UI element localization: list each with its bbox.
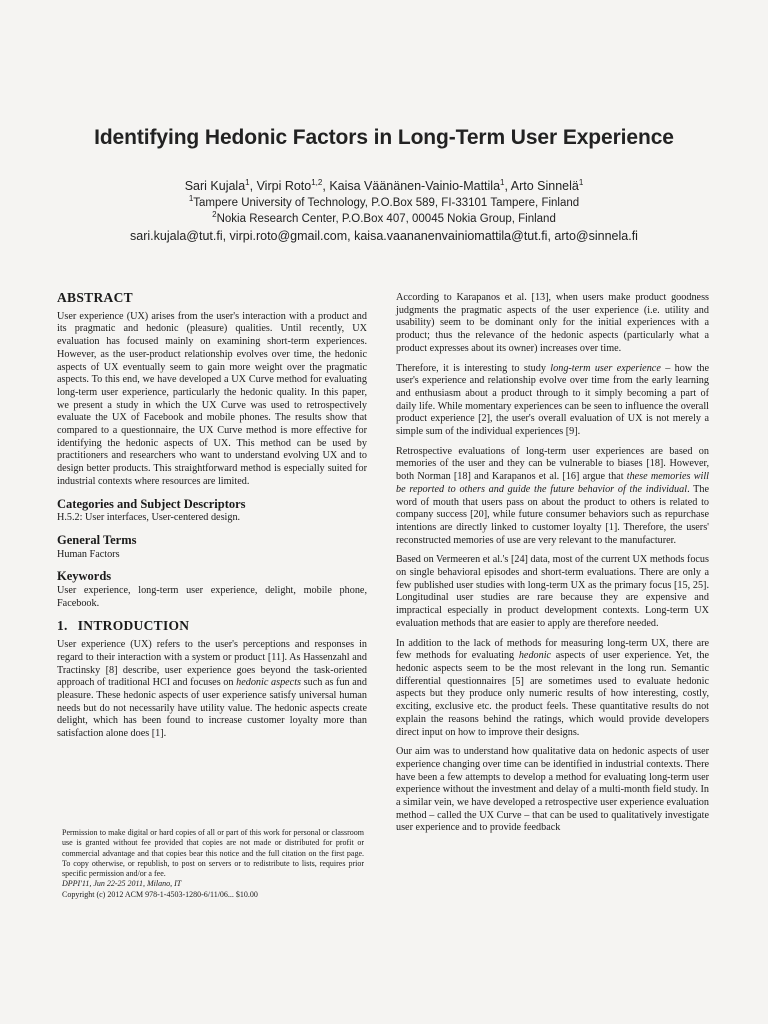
text-run: such as fun and pleasure. These hedonic aspects of user experience satisfy universal human needs but do not necessarily have utility value. The hedonic aspects create delight, which has been found to increase customer loyalty more than satisfaction alone does [1]. — [57, 677, 367, 740]
affiliation-mark: 1 — [188, 194, 194, 204]
affiliation — [0, 211, 768, 227]
emphasis-text: hedonic — [518, 650, 552, 662]
body-paragraph: Our aim was to understand how qualitative data on hedonic aspects of user experience changing over time can be identified in industrial contexts. There have been a few attempts to develop a method for evaluating long-term user experience without the investment and delay of a multi-month field study. In a similar vein, we have developed a retrospective user experience evaluation method – called the UX Curve – that can be used to qualitatively investigate user experience and to provide feedback — [396, 746, 709, 834]
author-name: Sari Kujala — [184, 179, 246, 193]
author-emails: sari.kujala@tut.fi, virpi.roto@gmail.com, kaisa.vaananenvainiomattila@tut.fi, arto@sinnela.fi — [130, 229, 638, 243]
text-run: Retrospective evaluations of long-term user experiences are based on memories of the user and they can be vulnerable to biases [18]. However, both Norman [18] and Karapanos et al. [16] argue that — [396, 445, 709, 483]
categories-heading: Categories and Subject Descriptors — [57, 496, 246, 511]
emphasis-text: these memories will be reported to others and guide the future behavior of the individual — [396, 471, 709, 495]
left-column — [57, 292, 367, 748]
author-name: Kaisa Väänänen-Vainio-Mattila — [329, 179, 501, 193]
affiliation-text: Tampere University of Technology, P.O.Box 589, FI-33101 Tampere, Finland — [193, 197, 580, 209]
body-paragraph — [396, 363, 709, 439]
author-affiliation-mark: 1 — [578, 177, 584, 187]
emphasis-text: long-term user experience — [550, 362, 661, 374]
text-run: User experience (UX) refers to the user's perceptions and responses in regard to their interaction with a system or product [11]. As Hassenzahl and Tractinsky [8] describe, user experience goes beyond the task-oriented approach of traditional HCI and focuses on — [57, 639, 367, 689]
author-name: Arto Sinnelä — [510, 179, 579, 193]
author-list — [0, 177, 768, 195]
emphasis-text: hedonic aspects — [236, 677, 301, 689]
author-affiliation-mark: 1 — [245, 177, 250, 187]
author-name: Virpi Roto — [256, 179, 312, 193]
text-run: In addition to the lack of methods for measuring long-term UX, there are few methods for evaluating — [396, 637, 709, 662]
text-run: . The word of mouth that users pass on about the product to others is related to company success [20], while future consumer behaviors such as repurchase intentions are directly linked to customer loyalty [1]. Therefore, the users' reconstructed memories of use are very relevant to the manufacturer. — [396, 483, 710, 546]
author-separator: , — [322, 179, 330, 193]
general-terms-heading: General Terms — [57, 532, 137, 547]
keywords-text: User experience, long-term user experience, delight, mobile phone, Facebook. — [57, 585, 367, 609]
affiliation-mark: 2 — [212, 210, 217, 220]
section-title: INTRODUCTION — [77, 618, 190, 634]
author-affiliation-mark: 1,2 — [311, 177, 323, 187]
text-run: aspects of user experience. Yet, the hedonic aspects seem to be the most relevant in the long run. Semantic differential questionnaires [5] are sometimes used to evaluate hedonic aspects but they produce only numeric results of how interesting, costly, exciting, exclusive etc. the product feels. These quantitative results do not explain the reasons behind the ratings, which would provide developers direct input on how to improve their designs. — [396, 650, 709, 738]
right-column — [396, 292, 709, 842]
categories-text: H.5.2: User interfaces, User-centered design. — [57, 512, 241, 524]
author-block — [0, 177, 768, 245]
text-run: Therefore, it is interesting to study — [396, 362, 551, 374]
author-separator: , — [249, 179, 257, 193]
conference-info: DPPI'11, Jun 22-25 2011, Milano, IT — [62, 879, 182, 889]
body-paragraph — [396, 638, 709, 740]
section-number: 1. — [57, 618, 68, 634]
affiliation — [0, 195, 768, 211]
general-terms-text: Human Factors — [57, 548, 120, 560]
permission-notice — [62, 828, 364, 900]
author-affiliation-mark: 1 — [500, 177, 505, 187]
introduction-heading — [57, 620, 367, 633]
abstract-heading: ABSTRACT — [57, 290, 133, 305]
keywords-heading: Keywords — [57, 569, 112, 584]
permission-text: Permission to make digital or hard copies of all or part of this work for personal or classroom use is granted without fee provided that copies are not made or distributed for profit or commercial advantage and that copies bear this notice and the full citation on the first page. To copy otherwise, or republish, to post on servers or to redistribute to lists, requires prior specific permission and/or a fee. — [62, 828, 364, 879]
introduction-paragraph — [57, 639, 367, 741]
abstract-text: User experience (UX) arises from the user's interaction with a product and its pragmatic and hedonic (pleasure) qualities. Until recently, UX evaluation has focused mainly on examining short-term experiences. However, as the user-product relationship evolves over time, the hedonic aspects of UX eventually seem to gain more weight over the pragmatic aspects. To this end, we have developed a UX Curve method for evaluating long-term user experience, particularly the hedonic quality. In this paper, we present a study in which the UX Curve was used to retrospectively evaluate the UX of Facebook and mobile phones. The results show that compared to a questionnaire, the UX Curve method is more effective for identifying the hedonic aspects of UX. This method can be used by practitioners and researchers who want to understand evolving UX and to design better products. This straightforward method is especially suited for industrial contexts where resources are limited. — [57, 310, 367, 487]
body-paragraph — [396, 446, 709, 548]
author-separator: , — [504, 179, 511, 193]
copyright-line: Copyright (c) 2012 ACM 978-1-4503-1280-6/11/06... $10.00 — [62, 889, 258, 899]
body-paragraph: According to Karapanos et al. [13], when users make product goodness judgments the pragmatic aspects of the user experience (i.e. utility and usability) seem to be dominant only for the initial experiences with a product; thus the relevance of the hedonic aspects (particularly what a product expresses about its owner) increases over time. — [396, 292, 709, 354]
text-run: – how the user's experience and relationship evolve over time from the early learning and enthusiasm about a product through to it simply becoming a part of daily life. While momentary experiences can be seen to influence the overall product experience [2], the user's overall evaluation of UX is not merely a simple sum of the individual experiences [9]. — [396, 362, 709, 438]
body-paragraph: Based on Vermeeren et al.'s [24] data, most of the current UX methods focus on single behavioral episodes and short-term evaluations. There are only a few published user studies with long-term UX as the primary focus [15, 25]. Longitudinal user studies are rare because they are expensive and impractical especially in product development contexts. Long-term UX evaluation methods that are easier to apply are therefore needed. — [396, 554, 709, 629]
paper-title: Identifying Hedonic Factors in Long-Term User Experience — [94, 126, 674, 149]
affiliation-text: Nokia Research Center, P.O.Box 407, 00045 Nokia Group, Finland — [216, 213, 556, 225]
